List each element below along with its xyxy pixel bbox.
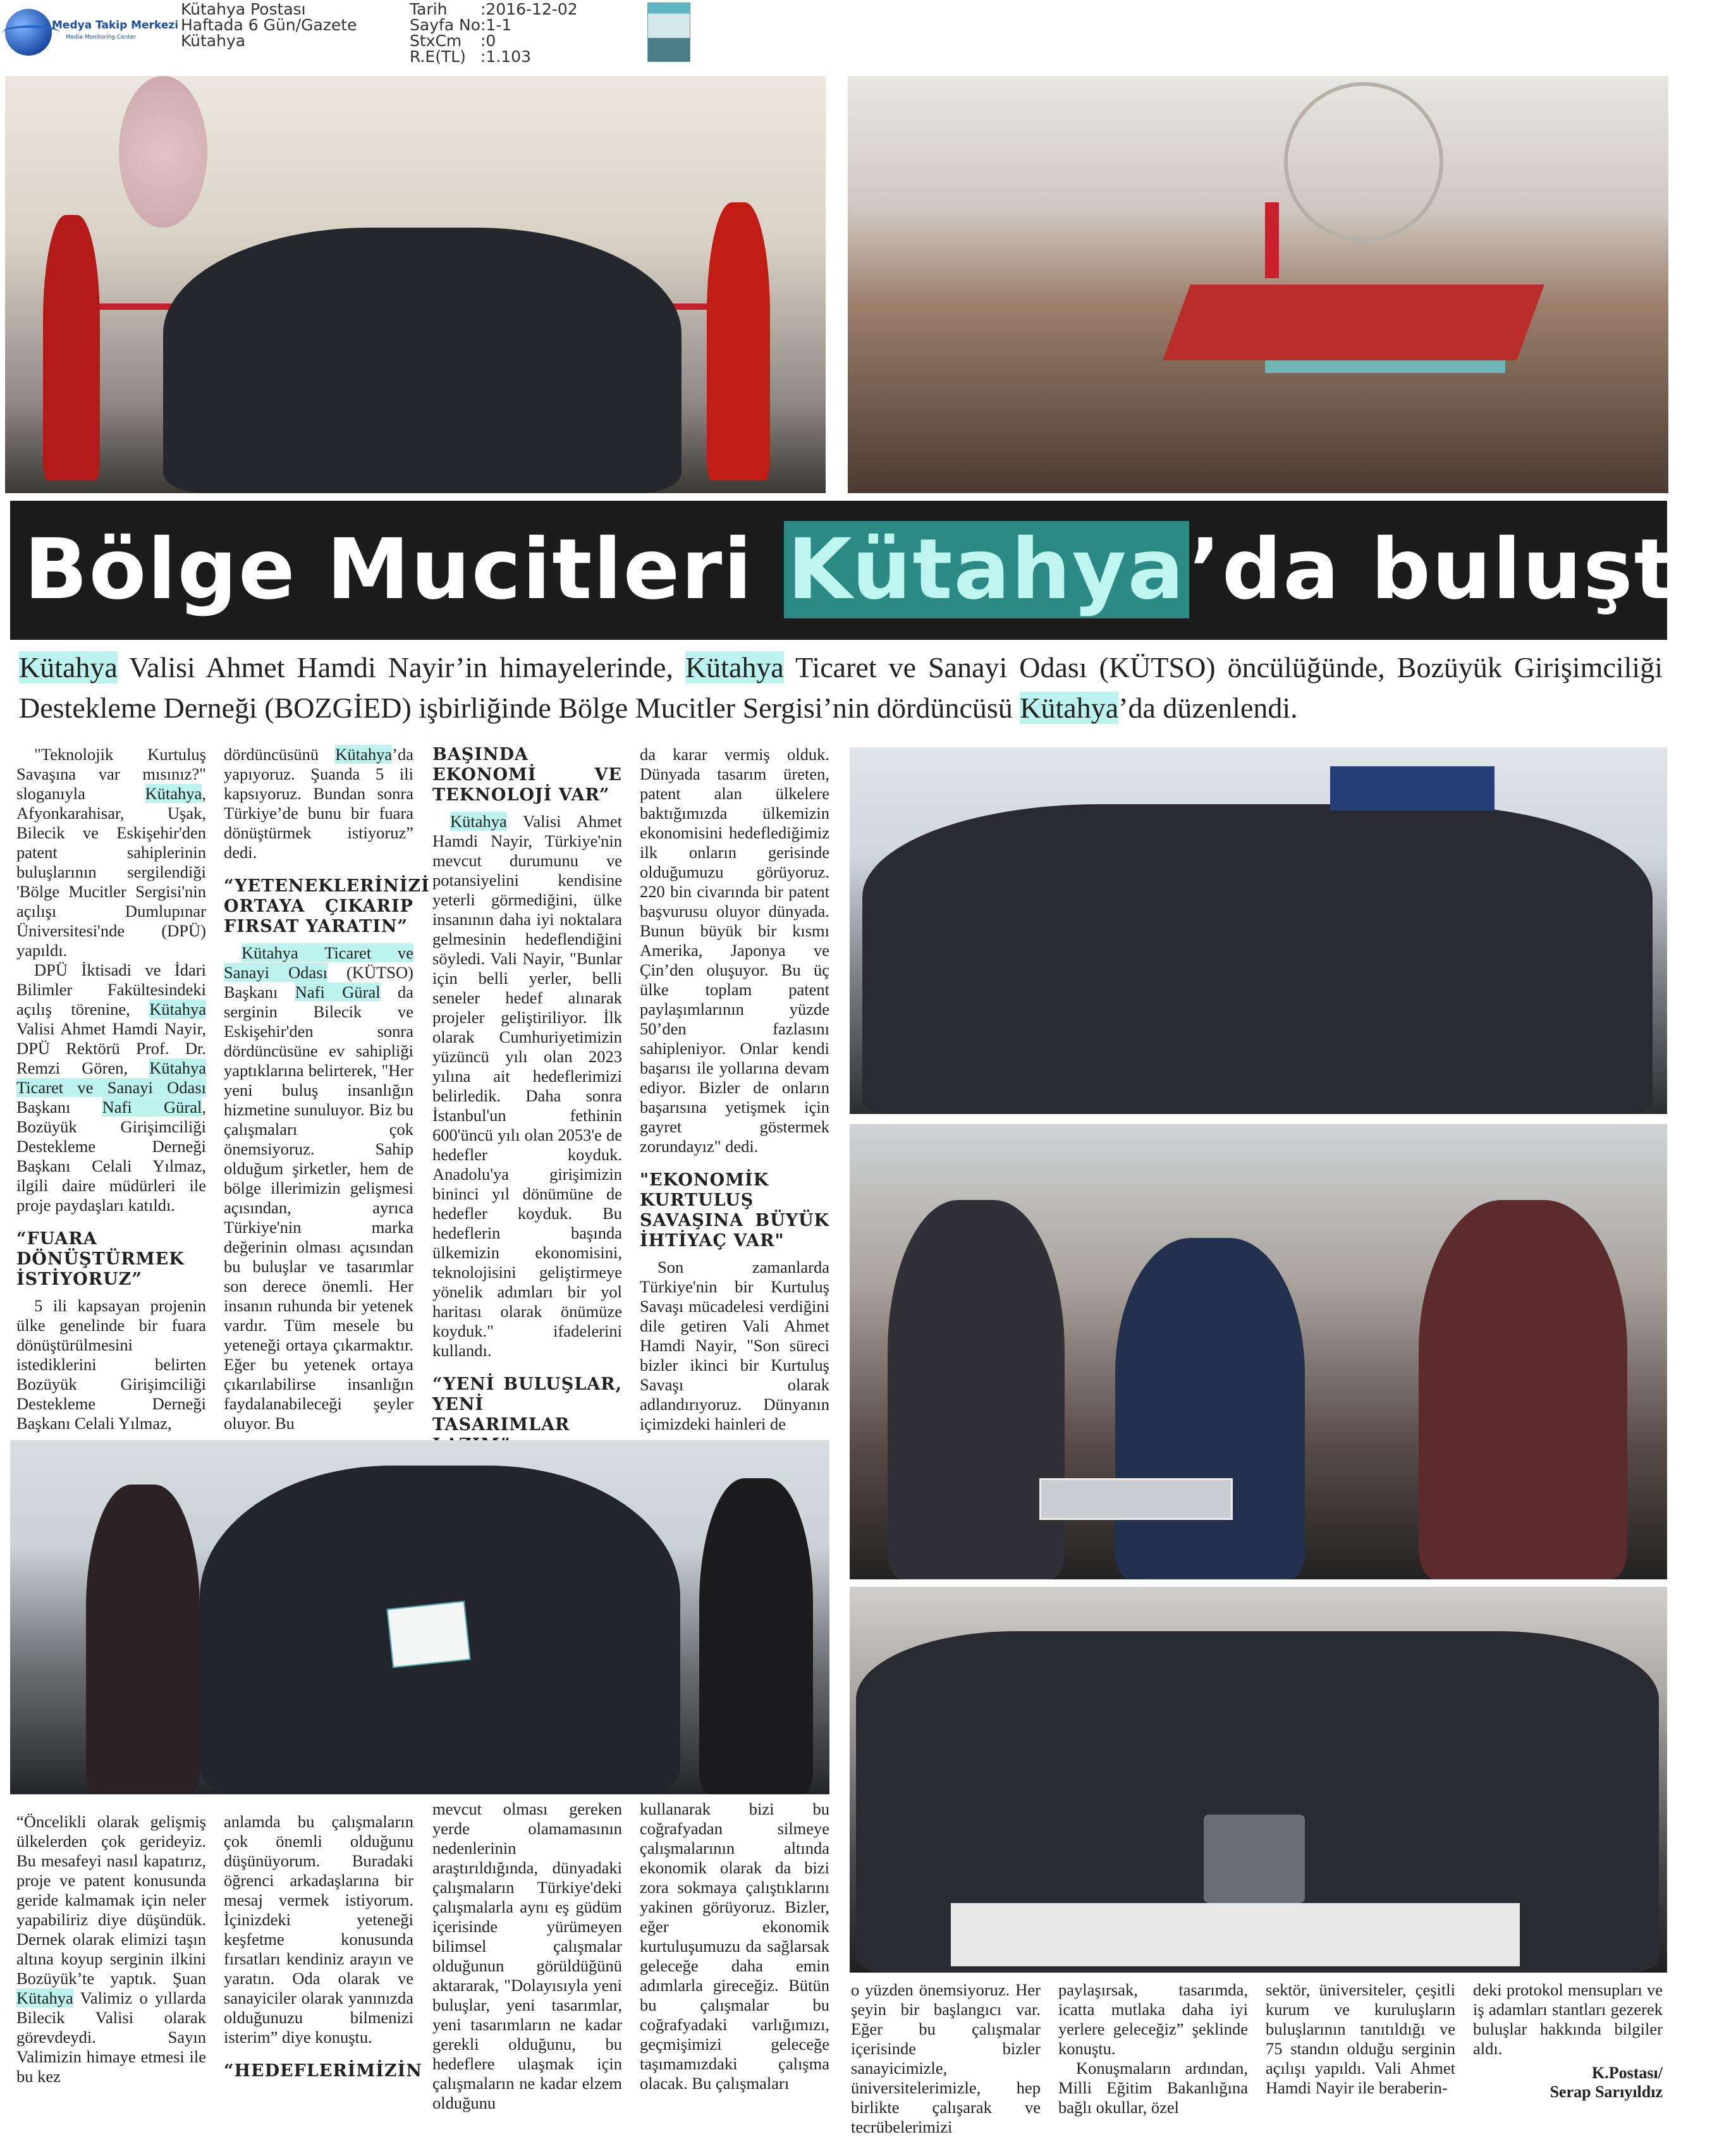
figure-guard-right [707, 202, 770, 481]
bottom-column-4 [640, 1799, 829, 2093]
meta-value-date: :2016-12-02 [480, 0, 578, 18]
column-3 [432, 745, 622, 1435]
headline [24, 516, 1736, 623]
figure-guard-left [43, 215, 100, 481]
col4-paragraph-2: Son zamanlarda Türkiye'nin bir Kurtuluş Savaşı mücadelesi verdiğini dile getiren Vali Ahmet Hamdi Nayir, "Son süreci bizler ikinci bir Kurtuluş Savaşı olarak adlandırıyoruz. Dünyanın içimizdeki hainleri de [640, 1258, 829, 1433]
col3-paragraph-1: Kütahya Valisi Ahmet Hamdi Nayir, Türkiye'nin mevcut durumunu ve potansiyelini kendisine yeterli görmediğini, ülke insanının daha iyi noktalara gelmesinin hedeflendiğini söyledi. Vali Nayir, "Bunlar için belli yerler, belli seneler hedef alınarak projeler geliştiriliyor. İlk olarak Cumhuriyetimizin yüzüncü yılı olan 2023 yılına ait hedeflerimizi belirledik. Daha sonra İstanbul'un fethinin 600'üncü yılı olan 2053'e de hedefler koyduk. Anadolu'ya girişimizin bininci yıl dönümüne de hedefler koyduk. Bu hedeflerin başında ülkemizin ekonomisini, teknolojisini geliştirmeye yönelik adımları bir yol haritası olarak önümüze koyduk." ifadelerini kullandı. [432, 812, 622, 1360]
bcol8-paragraph: deki protokol mensupları ve iş adamları stantları gezerek buluşlar hakkında bilgiler aldı. [1473, 1980, 1663, 2058]
logo-name: Medya Takip Merkezi [52, 19, 179, 32]
exhibit-banner [1330, 766, 1495, 811]
headline-bar [10, 501, 1736, 640]
bcol6-paragraph-1: paylaşırsak, tasarımda, icatta mutlaka daha iyi yerlere geleceğiz” şeklinde konuştu. [1058, 1980, 1248, 2058]
photo-certificate [10, 1440, 829, 1794]
certificate [386, 1601, 470, 1668]
bcol5-paragraph: o yüzden önemsiyoruz. Her şeyin bir başlangıcı var. Eğer bu çalışmalar içerisinde bizler sanayicimizle, üniversitelerimizle, hep birlikte çalışarak ve tecrübelerimizi [851, 1980, 1041, 2136]
figure-man-right [1419, 1200, 1627, 1579]
figure-row [862, 804, 1653, 1114]
bcol2-paragraph: anlamda bu çalışmaların çok önemli olduğunu düşünüyorum. Buradaki öğrenci arkadaşlarına bir mesaj vermek istiyorum. İçinizdeki yeteneği keşfetme konusunda fırsatları kendiniz arayın ve yaratın. Oda olarak ve sanayiciler olarak yanınızda olduğunuzu bilmenizi isterim” diye konuştu. [224, 1812, 413, 2047]
bcol4-paragraph: kullanarak bizi bu coğrafyadan silmeye çalışmalarının altında ekonomik olarak da bizi zora sokmaya çalıştıklarını yakinen görüyoruz. Bizler, eğer ekonomik kurtuluşumuzu da sağlarsak geleceğe daha emin adımlarla gireceğiz. Bütün bu çalışmalar bu coğrafyadaki varlığımızı, geçmişimizi geleceğe taşımamızdaki çalışma olacak. Bu çalışmaları [640, 1799, 829, 2093]
col4-paragraph-1: da karar vermiş olduk. Dünyada tasarım üreten, patent alan ülkelere baktığımızda ülkemizin ekonomisini hedeflediğimiz ilk onların gerisinde olduğumuzu görüyoruz. 220 bin civarında bir patent başvurusu oluyor dünyada. Bunun büyük bir kısmı Amerika, Japonya ve Çin’den oluşuyor. Bu üç ülke toplam patent paylaşımlarının yüzde 50’den fazlasını sahipleniyor. Onlar kendi başarısı ile yollarına devam ediyor. Bizler de onların başarısına yetişmek için gayret göstermek zorundayız" dedi. [640, 745, 829, 1156]
column-1 [16, 745, 206, 1433]
lead-text-3: ’da düzenlendi. [1118, 692, 1298, 724]
bottom-column-3 [432, 1799, 622, 2112]
stage-logo [1284, 82, 1443, 242]
bcol3-paragraph: mevcut olması gereken yerde olamamasının nedenlerinin araştırıldığında, dünyadaki çalışmaların Türkiye'deki çalışmalarla aynı eş güdüm içerisinde yürümeyen bilimsel çalışmalar olduğunun görüldüğünü aktararak, "Dolayısıyla yeni buluşlar, yeni tasarımlar, yeni tasarımların ne kadar gerekli olduğunu, bu hedeflere ulaşmak için çalışmaların ne kadar elzem olduğunu [432, 1799, 622, 2112]
lead-text-1: Valisi Ahmet Hamdi Nayir’in himayelerinde, [117, 651, 685, 683]
column-4 [640, 745, 829, 1433]
meta-value-ad-value: :1.103 [480, 47, 531, 66]
headline-part-2: ’da buluştu [1189, 521, 1736, 618]
col1-paragraph-1: "Teknolojik Kurtuluş Savaşına var mısınız?" sloganıyla Kütahya, Afyonkarahisar, Uşak, Bilecik ve Eskişehir'den patent sahiplerinin buluşlarının sergilendiği 'Bölge Mucitler Sergisi'nin açılışı Dumlupınar Üniversitesi'nde (DPÜ) yapıldı. [16, 745, 206, 960]
bottom-column-8 [1473, 1980, 1663, 2101]
flower-stand [119, 76, 207, 228]
col3-subheading-1: BAŞINDA EKONOMİ VE TEKNOLOJİ VAR” [432, 745, 622, 805]
meta-value-page: :1-1 [480, 16, 512, 34]
meta-label-date: Tarih [410, 0, 448, 18]
col2-paragraph-2: Kütahya Ticaret ve Sanayi Odası (KÜTSO) Başkanı Nafi Güral da serginin Bilecik ve Eskişehir'den sonra dördüncüsüne ev sahipliği yaptıklarına belirterek, "Her yeni buluş insanlığın hizmetine sunuluyor. Biz bu çalışmaları çok önemsiyoruz. Sahip olduğum şirketler, hem de bölge illerimizin gelişmesi açısından, ayrıca Türkiye'nin marka değerinin olması açısından bu buluşlar ve tasarımlar son derece önemli. Her insanın ruhunda bir yetenek vardır. Tüm mesele bu yeteneği ortaya çıkarmaktır. Eğer bu yetenek ortaya çıkarılabilirse insanlığın faydalanabileceği şeyler oluyor. Bu [224, 943, 413, 1433]
photo-ribbon-cutting [5, 76, 826, 493]
publication-name: Kütahya Postası [181, 0, 306, 18]
photo-conference-hall [848, 76, 1668, 493]
masthead [0, 0, 1675, 70]
col1-paragraph-3: 5 ili kapsayan projenin ülke genelinde bir fuara dönüştürülmesini istediklerini belirten Bozüyük Girişimciliği Destekleme Derneği Başkanı Celali Yılmaz, [16, 1296, 206, 1433]
meta-value-stxcm: :0 [480, 32, 496, 50]
bcol1-paragraph: “Öncelikli olarak gelişmiş ülkelerden çok gerideyiz. Bu mesafeyi nasıl kapatırız, proje ve patent konusunda geride kalmamak için neler yapabiliriz diye düşündük. Dernek olarak elimizi taşın altına koyup serginin ilkini Bozüyük’te yaptık. Şuan Kütahya Valimiz o yıllarda Bilecik Valisi olarak görevdeydi. Sayın Valimizin himaye etmesi ile bu kez [16, 1812, 206, 2086]
bottom-column-1 [16, 1812, 206, 2093]
display-table [951, 1903, 1520, 1966]
meta-label-ad-value: R.E(TL) [410, 47, 466, 66]
col1-paragraph-2: DPÜ İktisadi ve İdari Bilimler Fakültesindeki açılış törenine, Kütahya Valisi Ahmet Hamdi Nayir, DPÜ Rektörü Prof. Dr. Remzi Gören, Kütahya Ticaret ve Sanayi Odası Başkanı Nafi Güral, Bozüyük Girişimciliği Destekleme Derneği Başkanı Celali Yılmaz, ilgili daire müdürleri ile proje paydaşları katıldı. [16, 960, 206, 1215]
machine-part [1204, 1815, 1305, 1903]
figure-group [163, 228, 682, 493]
glass-tray [1039, 1478, 1233, 1520]
photo-machine-exhibit [850, 1587, 1667, 1973]
headline-part-1: Bölge Mucitleri [24, 521, 784, 618]
lead-text-2: Ticaret ve Sanayi Odası (KÜTSO) öncülüğünde, Bozüyük Girişimciliği Destekleme Derneği (BOZGİED) işbirliğinde Bölge Mucitler Sergisi’nin dördüncüsü [19, 651, 1663, 724]
bottom-column-5 [851, 1980, 1041, 2136]
photo-exhibition-group [850, 747, 1667, 1114]
publication-city: Kütahya [181, 32, 246, 50]
page-thumbnail [647, 3, 690, 62]
figure-woman-right [699, 1478, 813, 1794]
bottom-column-6 [1058, 1980, 1248, 2117]
lead-city-3: Kütahya [1020, 692, 1119, 724]
meta-label-page: Sayfa No [410, 16, 481, 34]
col3-subheading-2: “YENİ BULUŞLAR, YENİ TASARIMLAR [432, 1375, 622, 1435]
col4-subheading: "EKONOMİK KURTULUŞ SAVAŞINA BÜYÜK İHTİYAÇ VAR" [640, 1170, 829, 1251]
bottom-column-7 [1266, 1980, 1455, 2097]
logo-swoosh [3, 25, 59, 39]
turkish-flag [1265, 202, 1279, 278]
lead-paragraph [19, 647, 1663, 736]
bottom-column-2 [224, 1812, 422, 2093]
headline-highlight: Kütahya [784, 521, 1189, 618]
figure-woman-left [86, 1485, 200, 1794]
figure-man-center [1115, 1238, 1305, 1579]
figure-man-left [888, 1200, 1065, 1579]
col1-subheading: “FUARA DÖNÜŞTÜRMEK İSTİYORUZ” [16, 1229, 185, 1289]
byline-source: K.Postası/ [1592, 2064, 1663, 2082]
meta-label-stxcm: StxCm [410, 32, 462, 50]
photo-inventor-demo [850, 1124, 1667, 1579]
logo-subtitle: Media Monitoring Center [66, 34, 137, 40]
column-2 [224, 745, 430, 1433]
bcol2-subheading: “HEDEFLERİMİZİN [224, 2061, 422, 2081]
bcol6-paragraph-2: Konuşmaların ardından, Milli Eğitim Bakanlığına bağlı okullar, özel [1058, 2059, 1248, 2117]
lead-city-2: Kütahya [685, 651, 784, 683]
publication-frequency: Haftada 6 Gün/Gazete [181, 16, 357, 34]
bcol7-paragraph: sektör, üniversiteler, çeşitli kurum ve kuruluşların buluşlarının tanıtıldığı ve 75 standın olduğu serginin açılışı yapıldı. Vali Ahmet Hamdi Nayir ile beraberin- [1266, 1980, 1455, 2097]
col2-paragraph-1: dördüncüsünü Kütahya’da yapıyoruz. Şuanda 5 ili kapsıyoruz. Bundan sonra Türkiye’de bunu bir fuara dönüştürmek istiyoruz” dedi. [224, 745, 413, 862]
stage-floor [1163, 285, 1544, 360]
lead-city-1: Kütahya [19, 651, 118, 683]
col2-subheading: “YETENEKLERİNİZİ ORTAYA ÇIKARIP FIRSAT YARATIN” [224, 876, 430, 936]
byline-author: Serap Sarıyıldız [1550, 2083, 1663, 2101]
